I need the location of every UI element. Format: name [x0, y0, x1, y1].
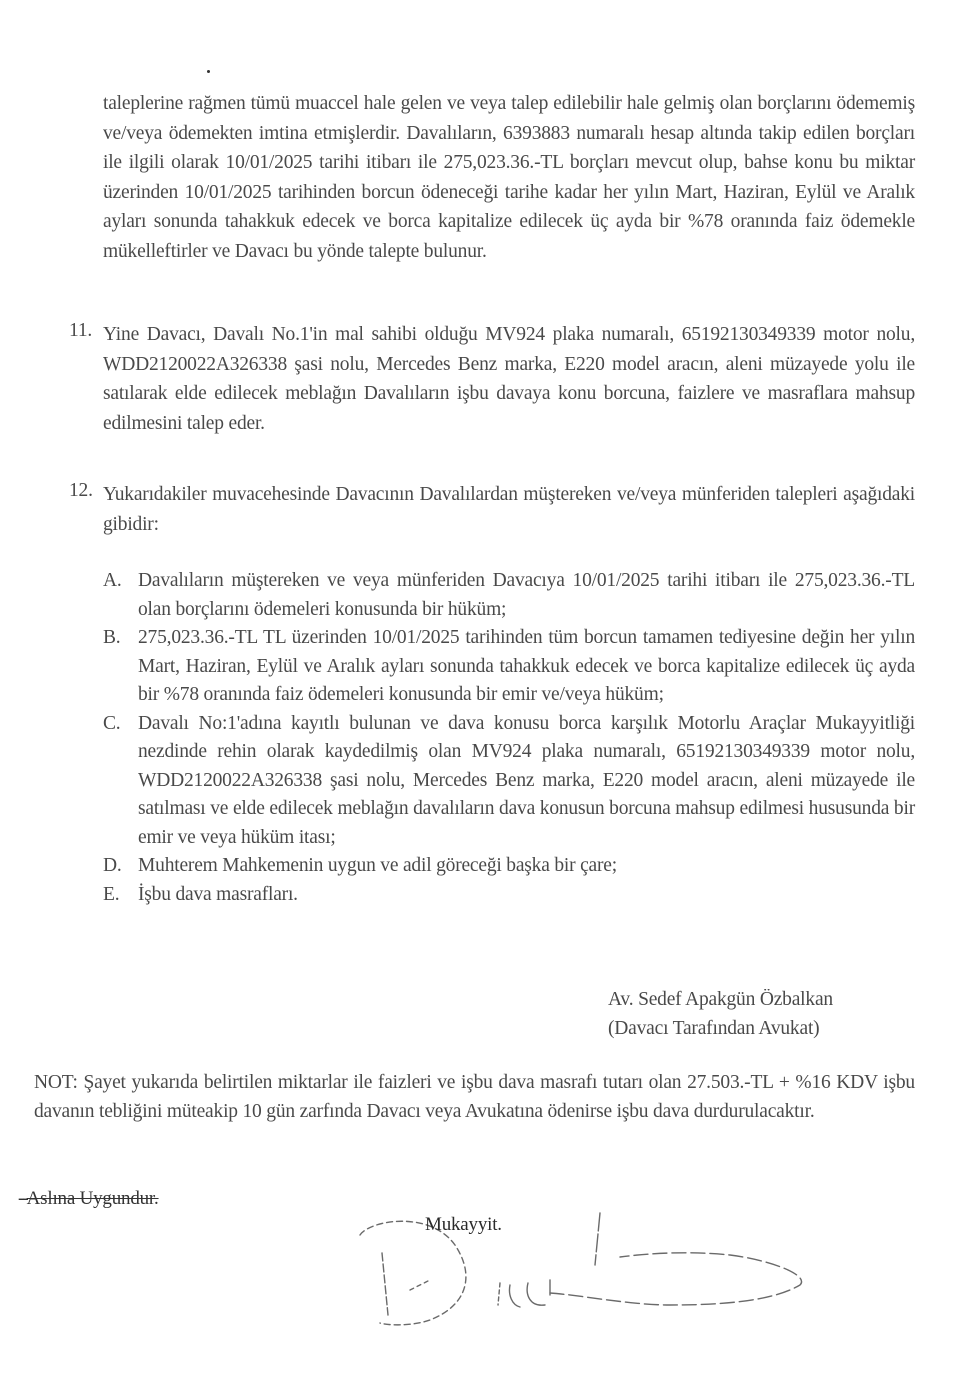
request-text: Muhterem Mahkemenin uygun ve adil göreceği başka bir çare;: [138, 855, 617, 876]
request-letter: C.: [103, 712, 121, 734]
item-number: 12.: [69, 480, 93, 501]
item-text: Yukarıdakiler muvacehesinde Davacının Davalılardan müştereken ve/veya münferiden talepleri aşağıdaki gibidir:: [103, 484, 915, 535]
signature-stroke: [498, 1283, 500, 1305]
signature-stroke: [527, 1283, 545, 1305]
signature-stroke: [595, 1213, 600, 1265]
request-item-d: [103, 852, 915, 881]
signature-stroke: [360, 1221, 466, 1325]
signatory-role: (Davacı Tarafından Avukat): [608, 1018, 820, 1039]
request-item-a: [103, 567, 915, 624]
note-paragraph: NOT: Şayet yukarıda belirtilen miktarlar ile faizleri ve işbu dava masrafı tutarı olan 27.503.-TL + %16 KDV işbu davanın tebliğini müteakip 10 gün zarfında Davacı veya Avukatına ödenirse işbu dava durdurulacaktır.: [34, 1072, 915, 1122]
signature-icon: [350, 1205, 830, 1355]
request-letter: E.: [103, 883, 120, 905]
request-text: Davalı No:1'adına kayıtlı bulunan ve dava konusu borca karşılık Motorlu Araçlar Mukayyitliği nezdinde rehin olarak kaydedilmiş olan MV924 plaka numaralı, 65192130349339 motor nolu, WDD2120022A326338 şasi nolu, Mercedes Benz marka, E220 model aracın, aleni müzayede ile satılması ve elde edilecek meblağın davalıların dava konusun borcuna mahsup edilmesi hususunda bir emir ve veya hüküm itası;: [138, 712, 915, 848]
signatory-name: Av. Sedef Apakgün Özbalkan: [608, 989, 833, 1010]
request-letter: D.: [103, 855, 122, 876]
request-item-c: [103, 710, 915, 853]
request-text: Davalıların müştereken ve veya münferiden Davacıya 10/01/2025 tarihi itibarı ile 275,023.36.-TL olan borçlarını ödemeleri konusunda bir hüküm;: [138, 570, 915, 620]
registrar-label: Mukayyit.: [425, 1214, 502, 1235]
item-number: 11.: [69, 320, 93, 341]
intro-paragraph: taleplerine rağmen tümü muaccel hale gelen ve veya talep edilebilir hale gelmiş olan borçlarını ödememiş ve/veya ödemekten imtina etmişlerdir. Davalıların, 6393883 numaralı hesap altında takip edilen borçları ile ilgili olarak 10/01/2025 tarihi itibarı ile 275,023.36.-TL borçları mevcut olup, bahse konu bu miktar üzerinden 10/01/2025 tarihinden borcun ödeneceği tarihe kadar her yılın Mart, Haziran, Eylül ve Aralık ayları sonunda tahakkuk edecek ve borca kapitalize edilecek üç ayda bir %78 oranında faiz ödemekle mükelleftirler ve Davacı bu yönde talepte bulunur.: [103, 93, 915, 262]
signature-stroke: [550, 1253, 802, 1305]
request-text: İşbu dava masrafları.: [138, 883, 298, 905]
scan-speck: [207, 70, 210, 73]
signatory-block: [608, 985, 833, 1043]
request-letter: A.: [103, 570, 122, 591]
request-letter: B.: [103, 627, 121, 648]
request-item-e: [103, 881, 915, 910]
item-text: Yine Davacı, Davalı No.1'in mal sahibi olduğu MV924 plaka numaralı, 65192130349339 motor nolu, WDD2120022A326338 şasi nolu, Mercedes Benz marka, E220 model aracın, aleni müzayede yolu ile satılarak elde edilecek meblağın Davalıların işbu davaya konu borcuna, faizlere ve masraflara mahsup edilmesini talep eder.: [103, 324, 915, 434]
request-item-b: [103, 624, 915, 710]
certified-copy-stamp: [18, 1188, 159, 1210]
signature-stroke: [509, 1285, 520, 1307]
requests-list: [103, 567, 915, 909]
signature-stroke: [382, 1253, 388, 1315]
signature-stroke: [410, 1280, 430, 1290]
stamp-prefix: --: [18, 1188, 27, 1209]
stamp-text: Aslına Uygundur.: [26, 1188, 159, 1209]
request-text: 275,023.36.-TL TL üzerinden 10/01/2025 tarihinden tüm borcun tamamen tediyesine değin her yılın Mart, Haziran, Eylül ve Aralık ayları sonunda tahakkuk edecek ve borca kapitalize edilecek üç ayda bir %78 oranında faiz ödemeleri konusunda bir emir ve/veya hüküm;: [138, 627, 915, 705]
numbered-item-12: [69, 480, 915, 539]
numbered-item-11: [69, 320, 915, 438]
